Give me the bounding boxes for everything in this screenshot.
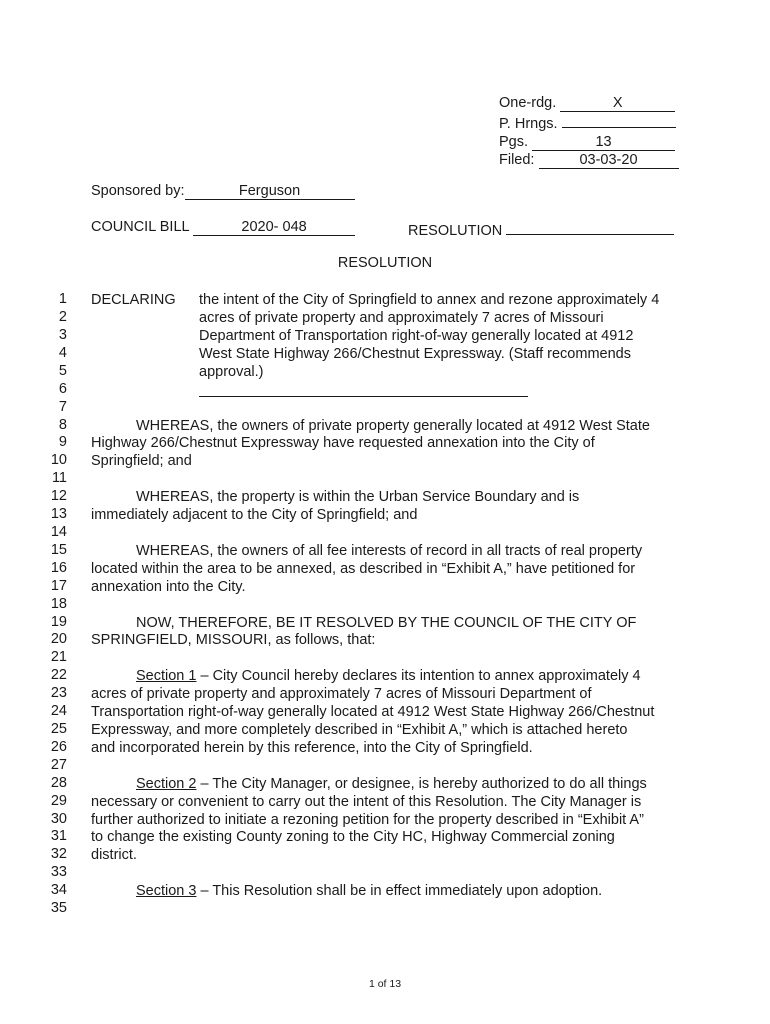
line-number: 33 [50, 864, 67, 880]
line-number: 27 [50, 757, 67, 773]
whereas-3-line: located within the area to be annexed, as described in “Exhibit A,” have petitioned for [91, 561, 636, 577]
line-number: 19 [50, 614, 67, 630]
line-number: 5 [58, 363, 67, 379]
whereas-3-line: annexation into the City. [91, 579, 246, 595]
line-number: 4 [58, 345, 67, 361]
whereas-1-line: WHEREAS, the owners of private property generally located at 4912 West State [136, 418, 650, 434]
filing-p-hrngs: P. Hrngs. [499, 112, 679, 133]
line-number: 29 [50, 793, 67, 809]
line-number: 9 [58, 434, 67, 450]
pgs-value: 13 [532, 135, 675, 151]
line-number: 25 [50, 721, 67, 737]
declaring-divider [199, 396, 528, 397]
filed-value: 03-03-20 [539, 153, 679, 169]
line-number: 16 [50, 560, 67, 576]
resolved-line: SPRINGFIELD, MISSOURI, as follows, that: [91, 632, 376, 648]
section-3-label: Section 3 [136, 883, 197, 899]
line-number: 3 [58, 327, 67, 343]
section-1-line: Expressway, and more completely described in “Exhibit A,” which is attached hereto [91, 722, 628, 738]
council-bill-line: COUNCIL BILL 2020- 048 [91, 219, 355, 236]
whereas-3-line: WHEREAS, the owners of all fee interests of record in all tracts of real property [136, 543, 643, 559]
section-2-line: further authorized to initiate a rezoning petition for the property described in “Exhibit A” [91, 812, 644, 828]
line-number: 2 [58, 309, 67, 325]
line-number: 28 [50, 775, 67, 791]
line-number: 8 [58, 417, 67, 433]
declaring-label: DECLARING [91, 292, 176, 308]
page-number: 1 of 13 [368, 978, 402, 990]
declaring-line: approval.) [199, 364, 264, 380]
sponsor-line: Sponsored by: Ferguson [91, 183, 355, 200]
section-2-line: district. [91, 847, 137, 863]
line-number: 17 [50, 578, 67, 594]
resolved-line: NOW, THEREFORE, BE IT RESOLVED BY THE COUNCIL OF THE CITY OF [136, 615, 637, 631]
filing-one-rdg: One-rdg. X [499, 94, 679, 112]
line-number: 18 [50, 596, 67, 612]
line-number: 22 [50, 667, 67, 683]
line-number: 23 [50, 685, 67, 701]
whereas-1-line: Springfield; and [91, 453, 192, 469]
line-number: 11 [51, 470, 67, 486]
one-rdg-value: X [560, 96, 675, 112]
line-number: 10 [50, 452, 67, 468]
section-1-line: acres of private property and approximately 7 acres of Missouri Department of [91, 686, 592, 702]
line-number: 34 [50, 882, 67, 898]
filing-filed: Filed: 03-03-20 [499, 151, 679, 169]
line-number: 21 [50, 649, 67, 665]
declaring-line: West State Highway 266/Chestnut Expressway. (Staff recommends [199, 346, 631, 362]
document-title: RESOLUTION [337, 255, 433, 271]
declaring-line: Department of Transportation right-of-way generally located at 4912 [199, 328, 634, 344]
section-2-label: Section 2 [136, 776, 197, 792]
section-1-line: Transportation right-of-way generally located at 4912 West State Highway 266/Chestnut [91, 704, 655, 720]
p-hrngs-value [562, 112, 676, 128]
section-3-line: Section 3 – This Resolution shall be in effect immediately upon adoption. [136, 883, 603, 899]
line-number: 31 [50, 828, 67, 844]
declaring-line: acres of private property and approximately 7 acres of Missouri [199, 310, 604, 326]
whereas-1-line: Highway 266/Chestnut Expressway have requested annexation into the City of [91, 435, 595, 451]
section-2-first-line: Section 2 – The City Manager, or designee, is hereby authorized to do all things [136, 776, 647, 792]
whereas-2-line: WHEREAS, the property is within the Urban Service Boundary and is [136, 489, 580, 505]
line-number: 7 [58, 399, 67, 415]
line-number: 12 [50, 488, 67, 504]
filing-pgs: Pgs. 13 [499, 133, 679, 151]
council-bill-value: 2020- 048 [193, 220, 355, 236]
resolution-number-line: RESOLUTION [408, 219, 674, 239]
line-number: 15 [50, 542, 67, 558]
line-number: 32 [50, 846, 67, 862]
filing-block [499, 94, 679, 169]
line-number: 6 [58, 381, 67, 397]
section-1-label: Section 1 [136, 668, 197, 684]
line-number: 1 [58, 291, 67, 307]
sponsor-value: Ferguson [185, 184, 355, 200]
resolution-number-value [506, 219, 674, 235]
whereas-2-line: immediately adjacent to the City of Springfield; and [91, 507, 418, 523]
section-1-first-line: Section 1 – City Council hereby declares its intention to annex approximately 4 [136, 668, 641, 684]
line-number: 20 [50, 631, 67, 647]
section-2-line: to change the existing County zoning to the City HC, Highway Commercial zoning [91, 829, 615, 845]
line-number: 14 [50, 524, 67, 540]
line-number: 30 [50, 811, 67, 827]
line-number: 24 [50, 703, 67, 719]
line-number: 26 [50, 739, 67, 755]
declaring-line: the intent of the City of Springfield to annex and rezone approximately 4 [199, 292, 660, 308]
line-number: 35 [50, 900, 67, 916]
section-1-line: and incorporated herein by this reference, into the City of Springfield. [91, 740, 533, 756]
section-2-line: necessary or convenient to carry out the intent of this Resolution. The City Manager is [91, 794, 642, 810]
line-number: 13 [50, 506, 67, 522]
